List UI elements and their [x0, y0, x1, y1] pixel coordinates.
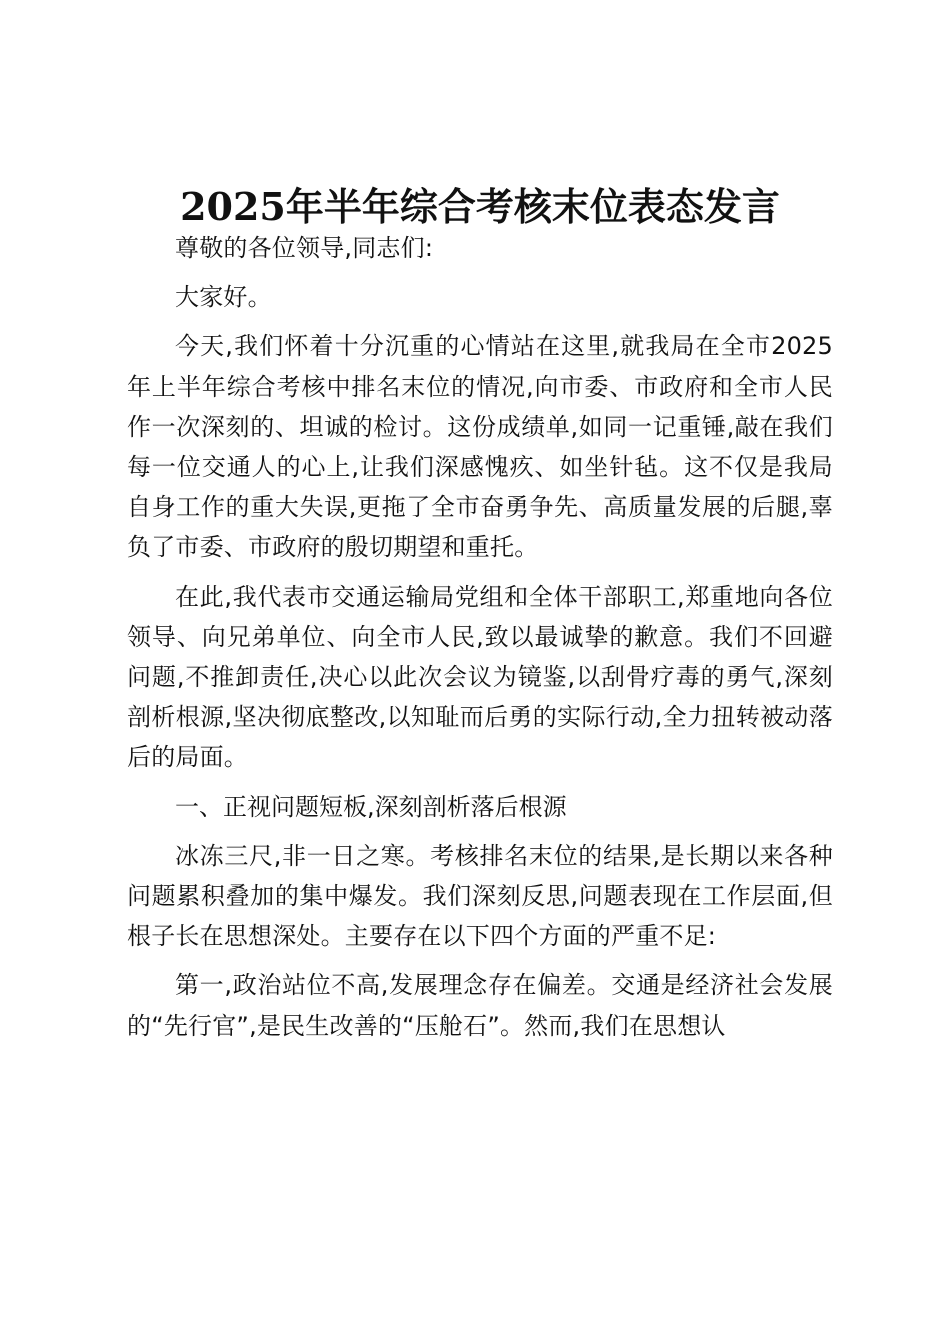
- salutation: 尊敬的各位领导,同志们:: [175, 234, 434, 262]
- paragraph-opening: 今天,我们怀着十分沉重的心情站在这里,就我局在全市2025年上半年综合考核中排名末位的情况,向市委、市政府和全市人民作一次深刻的、坦诚的检讨。这份成绩单,如同一记重锤,敲在我们每一位交通人的心上,让我们深感愧疚、如坐针毡。这不仅是我局自身工作的重大失误,更拖了全市奋勇争先、高质量发展的后腿,辜负了市委、市政府的殷切期望和重托。: [127, 332, 833, 562]
- section-heading: 一、正视问题短板,深刻剖析落后根源: [175, 792, 567, 821]
- paragraph-analysis: 冰冻三尺,非一日之寒。考核排名末位的结果,是长期以来各种问题累积叠加的集中爆发。我们深刻反思,问题表现在工作层面,但根子长在思想深处。主要存在以下四个方面的严重不足:: [127, 841, 833, 951]
- greeting: 大家好。: [175, 283, 272, 312]
- document-title: 2025年半年综合考核末位表态发言: [180, 184, 780, 229]
- document-body: [127, 180, 833, 1046]
- paragraph-apology: 在此,我代表市交通运输局党组和全体干部职工,郑重地向各位领导、向兄弟单位、向全市人民,致以最诚挚的歉意。我们不回避问题,不推卸责任,决心以此次会议为镜鉴,以刮骨疗毒的勇气,深刻剖析根源,坚决彻底整改,以知耻而后勇的实际行动,全力扭转被动落后的局面。: [127, 582, 833, 772]
- paragraph-point-one: 第一,政治站位不高,发展理念存在偏差。交通是经济社会发展的“先行官”,是民生改善的“压舱石”。然而,我们在思想认: [127, 971, 833, 1040]
